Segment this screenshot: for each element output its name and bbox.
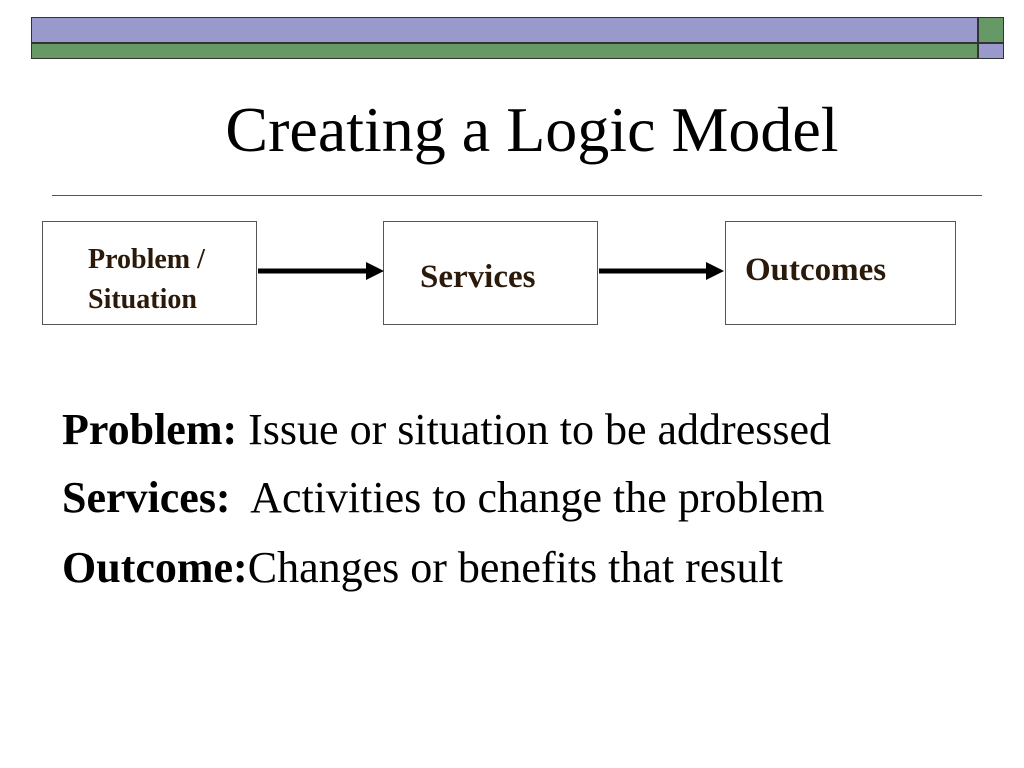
header-bar-green	[31, 43, 978, 59]
arrow-problem-to-services	[258, 262, 384, 280]
flow-box-outcomes	[725, 221, 956, 325]
flow-box-problem-label	[88, 240, 205, 320]
definition-services	[62, 470, 824, 526]
title-divider	[52, 195, 982, 196]
definition-outcome	[62, 540, 783, 596]
definition-text: Issue or situation to be addressed	[237, 405, 832, 454]
definition-text: Activities to change the problem	[230, 473, 825, 522]
definition-term: Outcome:	[62, 543, 248, 592]
arrow-services-to-outcomes	[599, 262, 724, 280]
header-square-green	[978, 17, 1004, 43]
flow-box-problem-label-line1: Problem /	[88, 244, 205, 275]
flow-box-services-label: Services	[420, 259, 536, 295]
flow-box-outcomes-label: Outcomes	[745, 252, 887, 288]
definition-term: Problem:	[62, 405, 238, 454]
header-bar-purple	[31, 17, 978, 43]
flow-box-problem-label-line2: Situation	[88, 284, 197, 315]
flow-box-services	[383, 221, 598, 325]
header-square-purple	[978, 43, 1004, 59]
definition-term: Services:	[62, 473, 231, 522]
flow-box-problem	[42, 221, 257, 325]
definition-problem	[62, 402, 831, 458]
definition-text: Changes or benefits that result	[247, 543, 783, 592]
page-title: Creating a Logic Model	[225, 94, 839, 165]
